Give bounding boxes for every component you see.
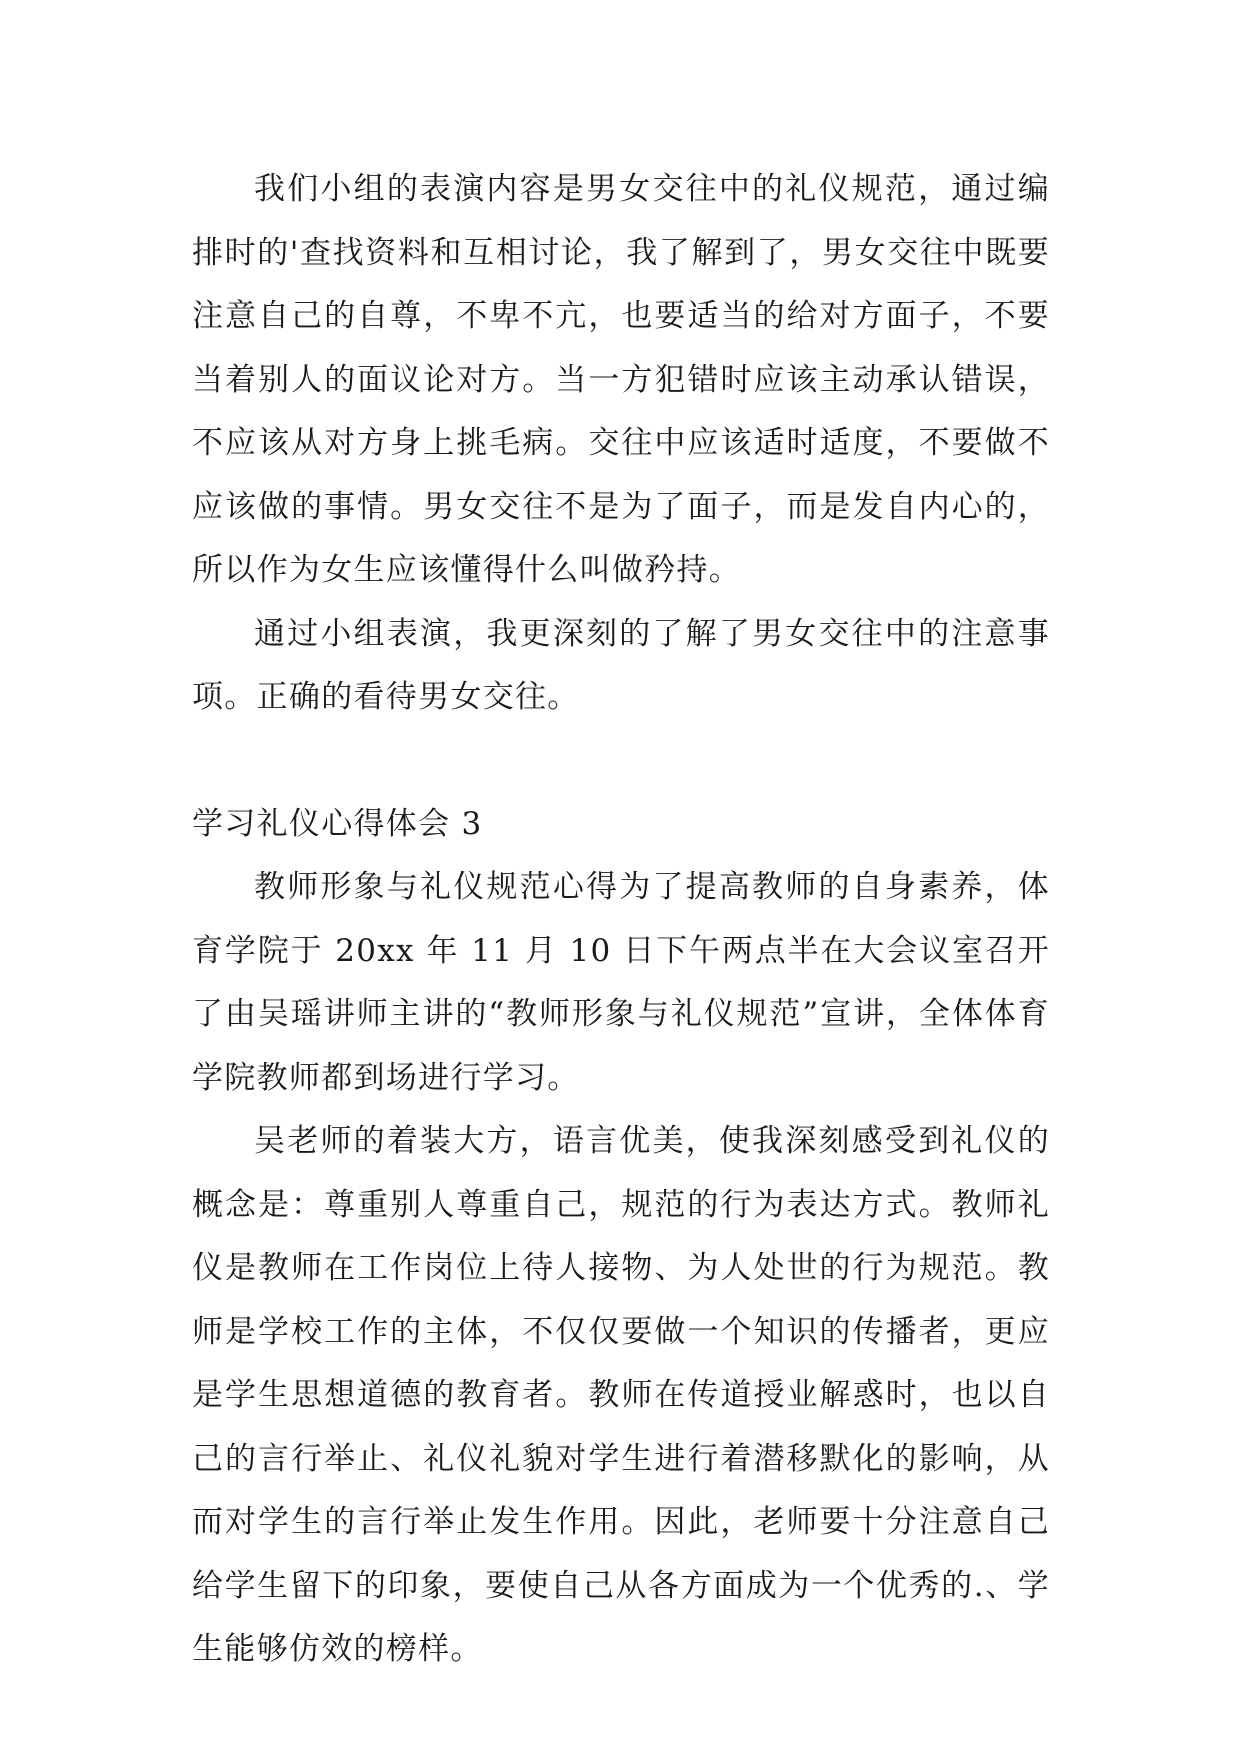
paragraph-performance-conclusion: 通过小组表演，我更深刻的了解了男女交往中的注意事项。正确的看待男女交往。 xyxy=(192,615,1050,715)
paragraph-etiquette-performance: 我们小组的表演内容是男女交往中的礼仪规范，通过编排时的'查找资料和互相讨论，我了解到了，男女交往中既要注意自己的自尊，不卑不亢，也要适当的给对方面子，不要当着别人的面议论对方。当一方犯错时应该主动承认错误，不应该从对方身上挑毛病。交往中应该适时适度，不要做不应该做的事情。男女交往不是为了面子，而是发自内心的，所以作为女生应该懂得什么叫做矜持。 xyxy=(192,171,1050,588)
paragraph-teacher-lecture: 教师形象与礼仪规范心得为了提高教师的自身素养，体育学院于 20xx 年 11 月 10 日下午两点半在大会议室召开了由吴瑶讲师主讲的“教师形象与礼仪规范”宣讲，全体体育学院教师都到场进行学习。 xyxy=(192,869,1050,1096)
document-body xyxy=(192,158,1050,1682)
paragraph-teacher-etiquette: 吴老师的着装大方，语言优美，使我深刻感受到礼仪的概念是：尊重别人尊重自己，规范的行为表达方式。教师礼仪是教师在工作岗位上待人接物、为人处世的行为规范。教师是学校工作的主体，不仅仅要做一个知识的传播者，更应是学生思想道德的教育者。教师在传道授业解惑时，也以自己的言行举止、礼仪礼貌对学生进行着潜移默化的影响，从而对学生的言行举止发生作用。因此，老师要十分注意自己给学生留下的印象，要使自己从各方面成为一个优秀的.、学生能够仿效的榜样。 xyxy=(192,1123,1050,1667)
section-heading: 学习礼仪心得体会 3 xyxy=(192,805,483,842)
